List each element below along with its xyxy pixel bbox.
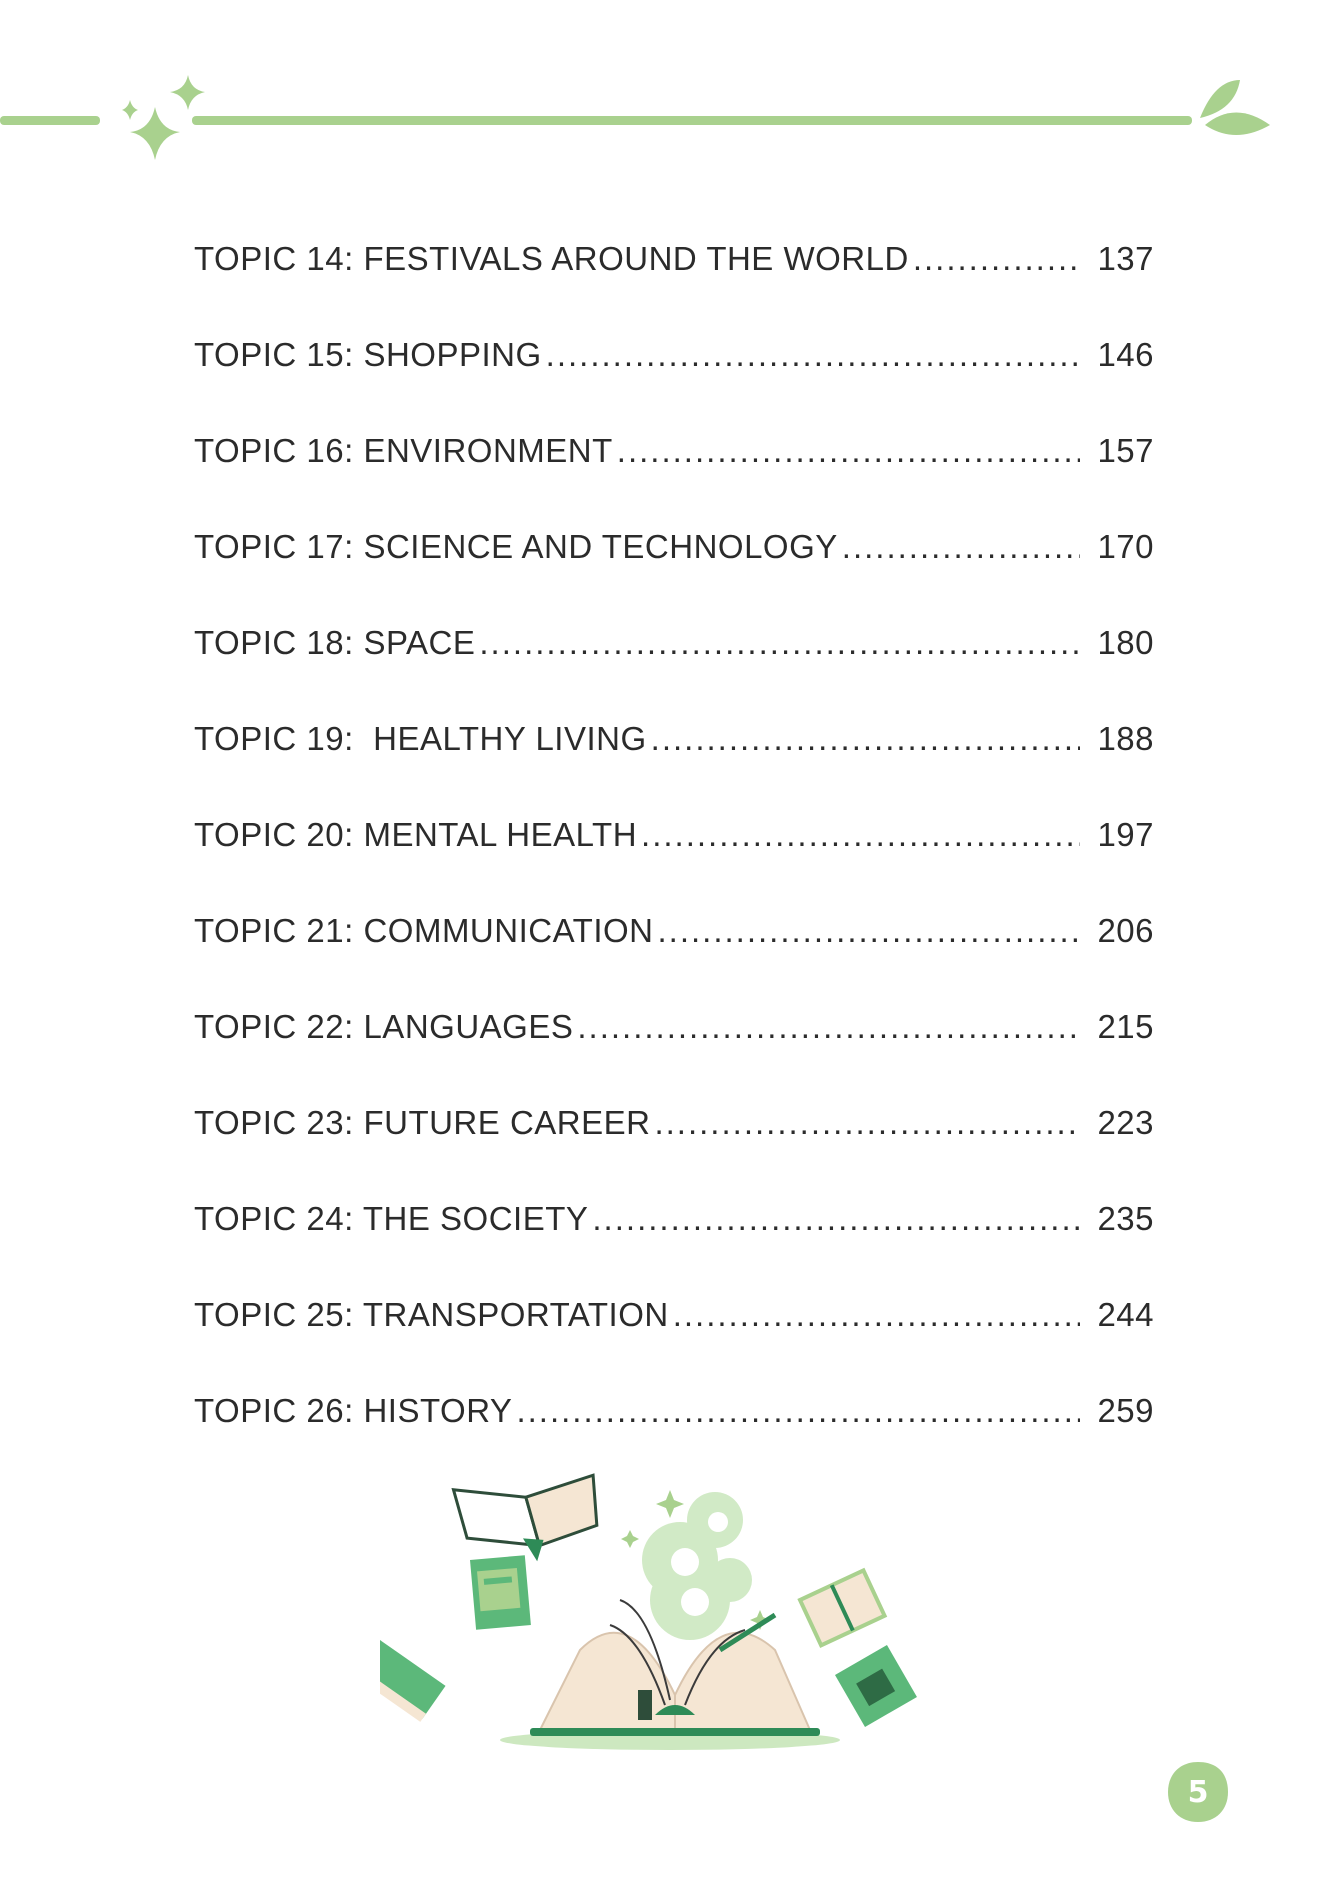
toc-item-title: TOPIC 16: ENVIRONMENT: [194, 432, 613, 469]
toc-item[interactable]: [194, 912, 1154, 1008]
open-books-illustration: [380, 1450, 980, 1760]
toc-item-title: TOPIC 19: HEALTHY LIVING: [194, 720, 647, 757]
toc-item-title: TOPIC 21: COMMUNICATION: [194, 912, 654, 949]
toc-item-title: TOPIC 15: SHOPPING: [194, 336, 542, 373]
dot-leader: [546, 336, 1080, 374]
table-of-contents: [194, 240, 1154, 1488]
dot-leader: [641, 816, 1080, 854]
toc-item-page: 244: [1097, 1296, 1154, 1333]
dot-leader: [479, 624, 1080, 662]
toc-item-page: 206: [1097, 912, 1154, 949]
toc-item-page: 170: [1097, 528, 1154, 565]
dot-leader: [842, 528, 1080, 566]
toc-item-title: TOPIC 18: SPACE: [194, 624, 476, 661]
toc-item-page: 197: [1097, 816, 1154, 853]
dot-leader: [516, 1392, 1080, 1430]
dot-leader: [654, 1104, 1080, 1142]
toc-item[interactable]: [194, 1008, 1154, 1104]
toc-item[interactable]: [194, 1104, 1154, 1200]
toc-item-page: 188: [1097, 720, 1154, 757]
toc-item[interactable]: [194, 816, 1154, 912]
toc-item[interactable]: [194, 720, 1154, 816]
toc-item[interactable]: [194, 240, 1154, 336]
toc-item[interactable]: [194, 432, 1154, 528]
toc-item-title: TOPIC 26: HISTORY: [194, 1392, 513, 1429]
sparkle-icon: [122, 75, 205, 160]
toc-item[interactable]: [194, 624, 1154, 720]
toc-item-page: 180: [1097, 624, 1154, 661]
toc-item-title: TOPIC 17: SCIENCE AND TECHNOLOGY: [194, 528, 838, 565]
toc-item-page: 157: [1097, 432, 1154, 469]
toc-item[interactable]: [194, 1296, 1154, 1392]
dot-leader: [577, 1008, 1080, 1046]
dot-leader: [617, 432, 1080, 470]
page-number-badge: [1166, 1760, 1230, 1824]
toc-item-title: TOPIC 24: THE SOCIETY: [194, 1200, 589, 1237]
toc-item[interactable]: [194, 528, 1154, 624]
leaf-icon: [1200, 80, 1270, 135]
toc-item-page: 146: [1097, 336, 1154, 373]
page-number: 5: [1187, 1774, 1209, 1810]
toc-item-page: 223: [1097, 1104, 1154, 1141]
toc-item-title: TOPIC 20: MENTAL HEALTH: [194, 816, 638, 853]
header-divider: [0, 70, 1339, 160]
dot-leader: [657, 912, 1080, 950]
toc-item-title: TOPIC 22: LANGUAGES: [194, 1008, 574, 1045]
toc-item[interactable]: [194, 336, 1154, 432]
toc-item-page: 215: [1097, 1008, 1154, 1045]
toc-item-page: 259: [1097, 1392, 1154, 1429]
toc-item-title: TOPIC 25: TRANSPORTATION: [194, 1296, 669, 1333]
dot-leader: [651, 720, 1080, 758]
dot-leader: [673, 1296, 1080, 1334]
dot-leader: [913, 240, 1080, 278]
toc-item-title: TOPIC 14: FESTIVALS AROUND THE WORLD: [194, 240, 909, 277]
toc-item-title: TOPIC 23: FUTURE CAREER: [194, 1104, 651, 1141]
toc-item[interactable]: [194, 1200, 1154, 1296]
dot-leader: [592, 1200, 1080, 1238]
toc-item-page: 235: [1097, 1200, 1154, 1237]
toc-item-page: 137: [1097, 240, 1154, 277]
